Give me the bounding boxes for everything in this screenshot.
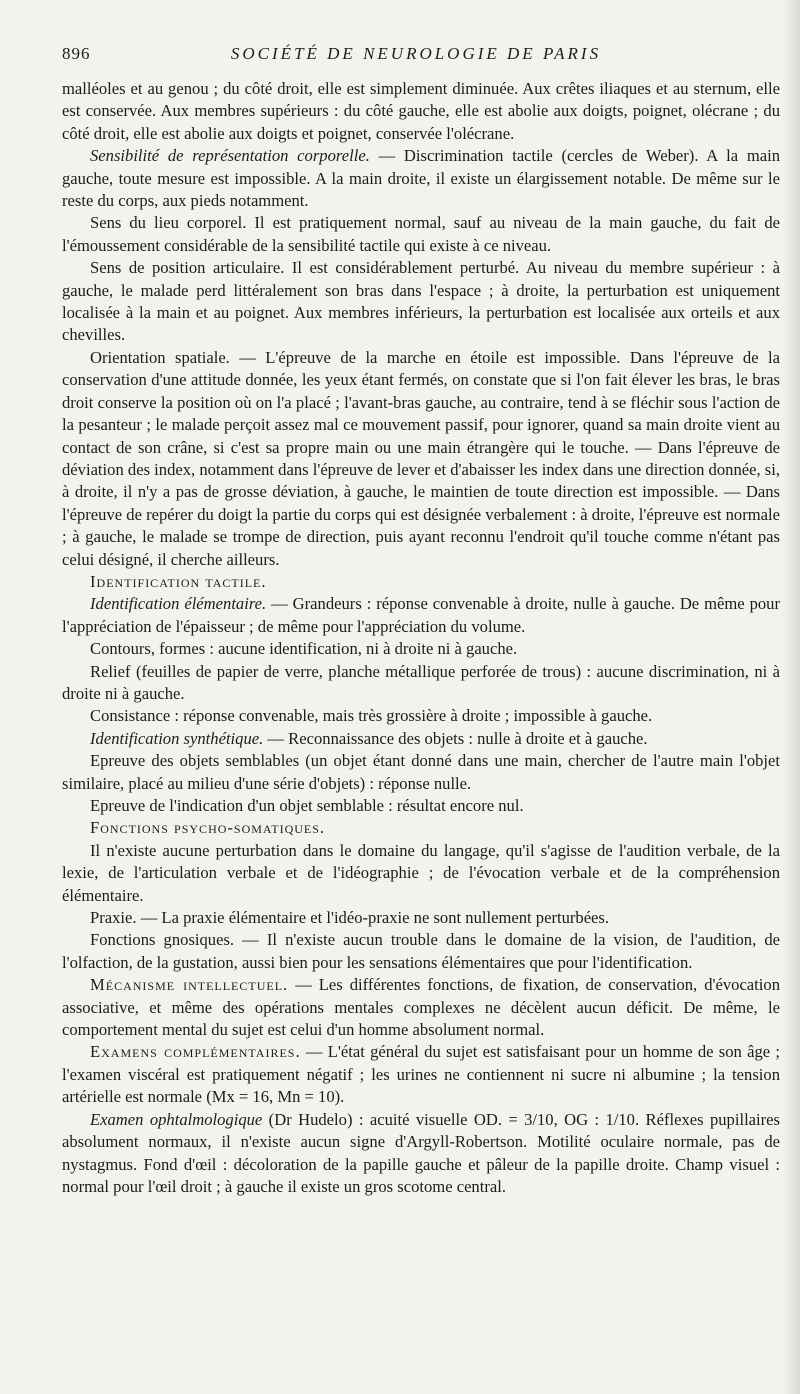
paragraph bbox=[62, 750, 780, 795]
page-header bbox=[62, 44, 770, 68]
paragraph bbox=[62, 929, 780, 974]
paragraph-text: Epreuve de l'indication d'un objet semblable : résultat encore nul. bbox=[90, 796, 524, 815]
paragraph-text: Fonctions gnosiques. — Il n'existe aucun trouble dans le domaine de la vision, de l'audition, de l'olfaction, de la gustation, aussi bien pour les sensations élémentaires que pour l'identification. bbox=[62, 930, 780, 972]
paragraph-text: Epreuve des objets semblables (un objet étant donné dans une main, chercher de l'autre main l'objet similaire, placé au milieu d'une série d'objets) : réponse nulle. bbox=[62, 751, 780, 793]
paragraph bbox=[62, 347, 780, 571]
paragraph bbox=[62, 78, 780, 145]
heading-text: Fonctions psycho-somatiques. bbox=[90, 818, 326, 838]
paragraph bbox=[62, 840, 780, 907]
paragraph-text: Praxie. — La praxie élémentaire et l'idéo-praxie ne sont nullement perturbées. bbox=[90, 908, 610, 928]
paragraph bbox=[62, 257, 780, 347]
page-edge-shadow bbox=[782, 0, 800, 1394]
paragraph-text: — Discrimination tactile (cercles de Weber). A la main gauche, toute mesure est impossible. A la main droite, il existe un élargissement notable. De même sur le reste du corps, aux pieds notamment. bbox=[62, 146, 780, 211]
body-text bbox=[62, 78, 780, 1198]
paragraph-text: — L'état général du sujet est satisfaisant pour un homme de son âge ; l'examen viscéral est pratiquement négatif ; les urines ne contiennent ni sucre ni albumine ; la tension artérielle est normale (Mx = 16, Mn = 10). bbox=[62, 1042, 781, 1107]
paragraph-lead: Examens complémentaires. bbox=[90, 1042, 301, 1062]
paragraph bbox=[62, 705, 780, 727]
paragraph-text: — Reconnaissance des objets : nulle à droite et à gauche. bbox=[263, 728, 648, 748]
paragraph-text: Relief (feuilles de papier de verre, planche métallique perforée de trous) : aucune discrimination, ni à droite ni à gauche. bbox=[62, 661, 780, 703]
paragraph bbox=[62, 907, 780, 929]
paragraph-text: malléoles et au genou ; du côté droit, elle est simplement diminuée. Aux crêtes iliaques et au sternum, elle est conservée. Aux membres supérieurs : du côté gauche, elle est abolie aux doigts, poignet, olécrane ; du côté droit, elle est abolie aux doigts et poignet, conservée l'olécrane. bbox=[62, 79, 780, 143]
paragraph bbox=[62, 593, 780, 638]
paragraph-lead: Examen ophtalmologique bbox=[90, 1109, 263, 1129]
paragraph-lead: Identification synthétique. bbox=[90, 728, 264, 748]
paragraph bbox=[62, 145, 780, 212]
paragraph-text: Orientation spatiale. — L'épreuve de la marche en étoile est impossible. Dans l'épreuve de la conservation d'une attitude donnée, les yeux étant fermés, on constate que si l'on fait élever les bras, le bras droit conserve la position où on l'a placé ; l'avant-bras gauche, au contraire, tend à se fléchir sous l'action de la pesanteur ; le malade perçoit assez mal ce mouvement passif, pour ignorer, quand sa main droite vient au contact de son crâne, si c'est sa propre main ou une main étrangère qui le touche. — Dans l'épreuve de déviation des index, notamment dans l'épreuve de lever et d'abaisser les index dans une direction donnée, si, à droite, il n'y a pas de grosse déviation, à gauche, le maintien de toute direction est impossible. — Dans l'épreuve de repérer du doigt la partie du corps qui est désignée verbalement : à droite, l'épreuve est normale ; à gauche, le malade se trompe de direction, puis ayant reconnu l'endroit qu'il touche comme n'étant pas celui désigné, il cherche ailleurs. bbox=[62, 347, 780, 569]
paragraph bbox=[62, 638, 780, 660]
paragraph bbox=[62, 728, 780, 750]
paragraph bbox=[62, 661, 780, 706]
paragraph-text: Consistance : réponse convenable, mais très grossière à droite ; impossible à gauche. bbox=[90, 706, 653, 726]
page-number: 896 bbox=[62, 44, 91, 63]
paragraph-text: (Dr Hudelo) : acuité visuelle OD. = 3/10, OG : 1/10. Réflexes pupillaires absolument normaux, il n'existe aucun signe d'Argyll-Robertson. Motilité oculaire normale, pas de nystagmus. Fond d'œil : décoloration de la papille gauche et pâleur de la papille droite. Champ visuel : normal pour l'œil droit ; à gauche il existe un gros scotome central. bbox=[62, 1109, 780, 1196]
paragraph-lead: Sensibilité de représentation corporelle. bbox=[90, 146, 370, 166]
paragraph-text: — Grandeurs : réponse convenable à droite, nulle à gauche. De même pour l'appréciation de l'épaisseur ; de même pour l'appréciation du volume. bbox=[62, 594, 780, 636]
section-heading bbox=[62, 817, 780, 839]
paragraph bbox=[62, 212, 780, 257]
paragraph bbox=[62, 974, 780, 1041]
paragraph bbox=[62, 1109, 780, 1199]
section-heading bbox=[62, 571, 780, 593]
paragraph-text: Sens du lieu corporel. Il est pratiquement normal, sauf au niveau de la main gauche, du fait de l'émoussement considérable de la sensibilité tactile qui existe à ce niveau. bbox=[62, 213, 780, 255]
paragraph-text: Contours, formes : aucune identification, ni à droite ni à gauche. bbox=[90, 639, 518, 659]
paragraph bbox=[62, 1041, 780, 1108]
paragraph-text: — Les différentes fonctions, de fixation, de conservation, d'évocation associative, et même des opérations mentales complexes ne décèlent aucun déficit. De même, le comportement mental du sujet est celui d'un homme absolument normal. bbox=[62, 975, 780, 1040]
heading-text: Identification tactile. bbox=[90, 571, 267, 591]
paragraph-text: Il n'existe aucune perturbation dans le domaine du langage, qu'il s'agisse de l'audition verbale, de la lexie, de l'articulation verbale et de l'idéographie ; de l'évocation verbale et de la compréhension élémentaire. bbox=[62, 840, 780, 905]
paragraph bbox=[62, 795, 780, 817]
paragraph-text: Sens de position articulaire. Il est considérablement perturbé. Au niveau du membre supérieur : à gauche, le malade perd littéralement son bras dans l'espace ; à droite, la perturbation est uniquement localisée à la main et au poignet. Aux membres inférieurs, la perturbation est localisée aux orteils et aux chevilles. bbox=[62, 258, 780, 345]
running-title: SOCIÉTÉ DE NEUROLOGIE DE PARIS bbox=[230, 44, 602, 63]
paragraph-lead: Mécanisme intellectuel. bbox=[90, 975, 289, 995]
paragraph-lead: Identification élémentaire. bbox=[90, 594, 267, 614]
